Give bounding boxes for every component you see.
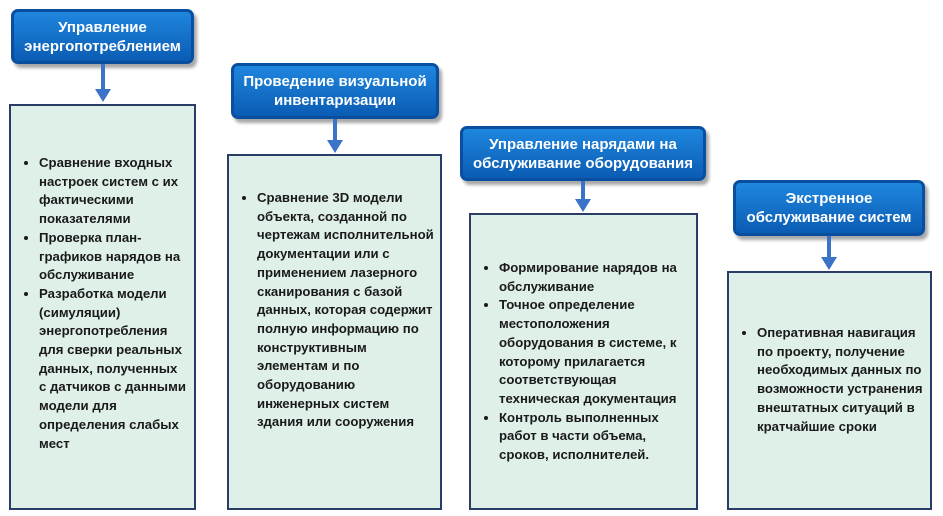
- list-item: • Контроль выполненных работ в части объема, сроков, исполнителей.: [499, 409, 690, 465]
- panel-visual-inventory: [227, 154, 442, 510]
- panel-energy-management: [9, 104, 196, 510]
- bullet-list: [233, 189, 434, 432]
- header-title: Управление энергопотреблением: [24, 18, 181, 55]
- panel-work-orders: [469, 213, 698, 510]
- bullet-list: [15, 154, 188, 453]
- list-item: • Разработка модели (симуляции) энергопотребления для сверки реальных данных, полученных с датчиков с данными модели для определения слабых мест: [39, 285, 188, 453]
- list-item: • Оперативная навигация по проекту, получение необходимых данных по возможности устранения внештатных ситуаций в кратчайшие сроки: [757, 324, 924, 436]
- list-item: • Сравнение входных настроек систем с их фактическими показателями: [39, 154, 188, 229]
- header-visual-inventory: [231, 63, 439, 119]
- down-arrow-icon: [820, 236, 838, 272]
- header-title: Управление нарядами на обслуживание оборудования: [472, 135, 694, 172]
- list-item: • Точное определение местоположения оборудования в системе, к которому прилагается соответствующая техническая документация: [499, 296, 690, 408]
- bullet-list: [733, 324, 924, 436]
- down-arrow-icon: [94, 64, 112, 104]
- header-energy-management: [11, 9, 194, 64]
- header-emergency-maintenance: [733, 180, 925, 236]
- bullet-list: [475, 259, 690, 465]
- header-title: Экстренное обслуживание систем: [746, 190, 912, 226]
- header-title: Проведение визуальной инвентаризации: [243, 73, 427, 109]
- list-item: • Сравнение 3D модели объекта, созданной по чертежам исполнительной документации или с применением лазерного сканирования с базой данных, которая содержит полную информацию по конструктивным элементам и по оборудованию инженерных систем здания или сооружения: [257, 189, 434, 432]
- panel-emergency-maintenance: [727, 271, 932, 510]
- list-item: • Проверка план-графиков нарядов на обслуживание: [39, 229, 188, 285]
- list-item: • Формирование нарядов на обслуживание: [499, 259, 690, 296]
- header-work-orders: [460, 126, 706, 181]
- down-arrow-icon: [574, 181, 592, 214]
- down-arrow-icon: [326, 119, 344, 155]
